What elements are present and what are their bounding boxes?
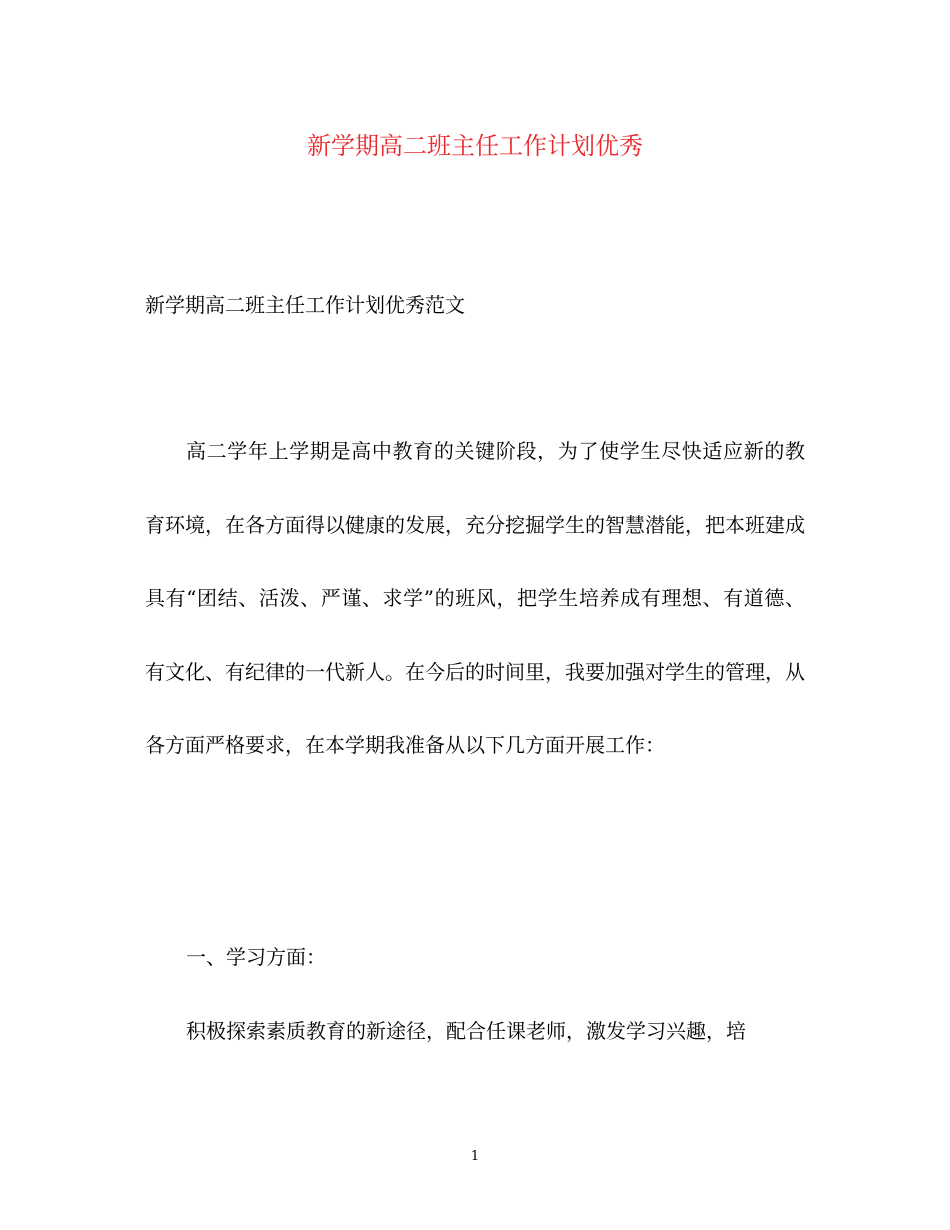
section-heading-study: 一、学习方面： <box>186 945 326 969</box>
intro-paragraph: 高二学年上学期是高中教育的关键阶段，为了使学生尽快适应新的教育环境，在各方面得以健康的发展，充分挖掘学生的智慧潜能，把本班建成具有“团结、活泼、严谨、求学”的班风，把学生培养成有理想、有道德、有文化、有纪律的一代新人。在今后的时间里，我要加强对学生的管理，从各方面严格要求，在本学期我准备从以下几方面开展工作： <box>145 439 805 757</box>
document-subtitle: 新学期高二班主任工作计划优秀范文 <box>145 293 465 317</box>
document-title: 新学期高二班主任工作计划优秀 <box>307 132 643 160</box>
study-paragraph: 积极探索素质教育的新途径，配合任课老师，激发学习兴趣，培 <box>186 1019 746 1043</box>
page-number: 1 <box>470 1149 480 1164</box>
